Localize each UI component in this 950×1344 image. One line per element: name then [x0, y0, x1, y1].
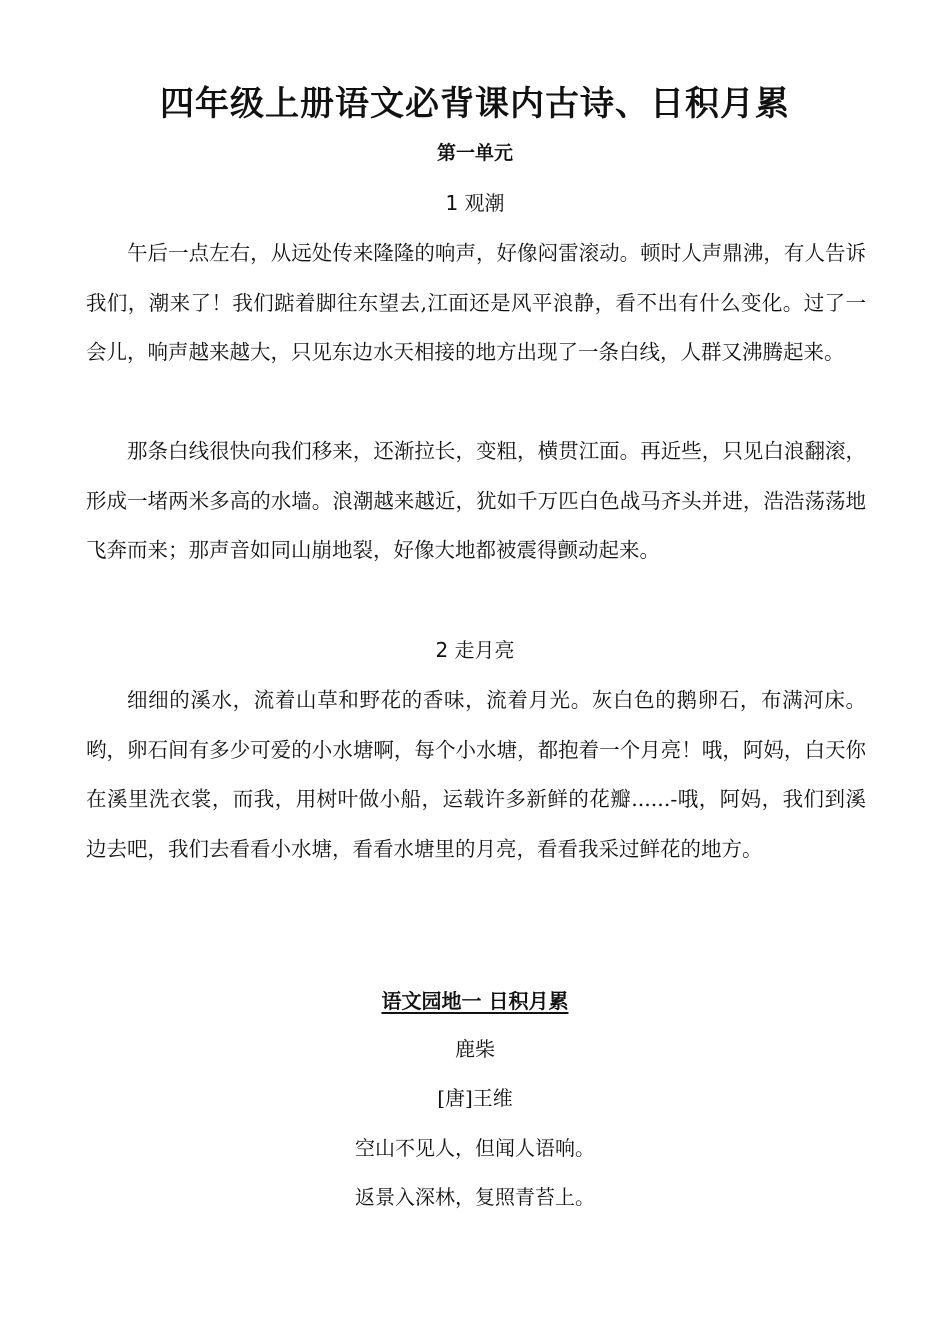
lesson-2-heading: 2 走月亮	[435, 638, 515, 662]
lesson-1-paragraph-1: 午后一点左右，从远处传来隆隆的响声，好像闷雷滚动。顿时人声鼎沸，有人告诉我们，潮来了！我们踮着脚往东望去,江面还是风平浪静，看不出有什么变化。过了一会儿，响声越来越大，只见东边水天相接的地方出现了一条白线，人群又沸腾起来。	[86, 241, 866, 364]
lesson-2-paragraph-1: 细细的溪水，流着山草和野花的香味，流着月光。灰白色的鹅卵石，布满河床。哟，卵石间有多少可爱的小水塘啊，每个小水塘，都抱着一个月亮！哦，阿妈，白天你在溪里洗衣裳，而我，用树叶做小船，运载许多新鲜的花瓣......-哦，阿妈，我们到溪边去吧，我们去看看小水塘，看看水塘里的月亮，看看我采过鲜花的地方。	[86, 688, 866, 861]
document-title: 四年级上册语文必背课内古诗、日积月累	[160, 84, 790, 124]
poem-line-1: 空山不见人，但闻人语响。	[355, 1136, 595, 1160]
poem-author: [唐]王维	[437, 1086, 513, 1110]
unit-heading: 第一单元	[436, 142, 513, 164]
poem-line-2: 返景入深林，复照青苔上。	[355, 1185, 595, 1209]
lesson-1-heading: 1 观潮	[445, 191, 505, 215]
lesson-1-paragraph-2: 那条白线很快向我们移来，还渐拉长，变粗，横贯江面。再近些，只见白浪翻滚，形成一堵两米多高的水墙。浪潮越来越近，犹如千万匹白色战马齐头并进，浩浩荡荡地飞奔而来；那声音如同山崩地裂，好像大地都被震得颤动起来。	[86, 439, 866, 562]
poem-title: 鹿柴	[455, 1037, 495, 1061]
garden-heading: 语文园地一 日积月累	[381, 989, 569, 1013]
